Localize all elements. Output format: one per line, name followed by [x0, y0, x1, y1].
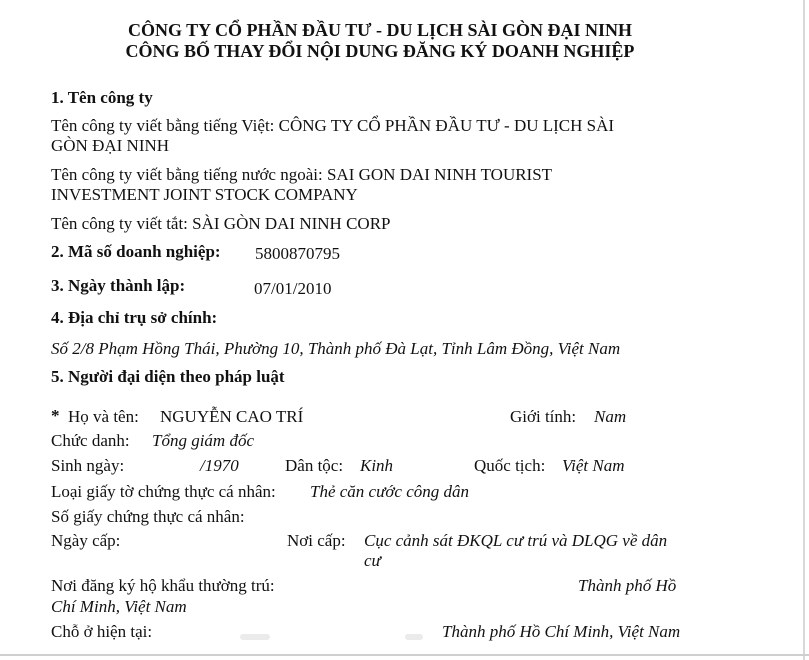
foreign-name-line2: INVESTMENT JOINT STOCK COMPANY — [51, 185, 358, 204]
residence-label: Nơi đăng ký hộ khẩu thường trú: — [51, 576, 275, 595]
ethnic-value: Kinh — [360, 456, 394, 475]
page-edge-bottom — [0, 654, 809, 656]
gender-value: Nam — [594, 407, 627, 426]
page-edge-right — [803, 0, 805, 660]
required-star: * — [51, 406, 60, 425]
head-office-address: Số 2/8 Phạm Hồng Thái, Phường 10, Thành phố Đà Lạt, Tỉnh Lâm Đồng, Việt Nam — [51, 339, 621, 358]
position-label: Chức danh: — [51, 431, 130, 450]
redaction-mark — [405, 634, 423, 640]
section3-heading: 3. Ngày thành lập: — [51, 276, 186, 295]
vn-name-line2: GÒN ĐẠI NINH — [51, 136, 170, 155]
dob-label: Sinh ngày: — [51, 456, 125, 475]
issue-place-label: Nơi cấp: — [287, 531, 346, 550]
current-residence-value: Thành phố Hồ Chí Minh, Việt Nam — [442, 622, 681, 641]
dob-value: /1970 — [200, 456, 239, 475]
issue-place-line1: Cục cảnh sát ĐKQL cư trú và DLQG về dân — [364, 531, 668, 550]
section2-heading: 2. Mã số doanh nghiệp: — [51, 242, 221, 261]
gender-label: Giới tính: — [510, 407, 577, 426]
id-type-label: Loại giấy tờ chứng thực cá nhân: — [51, 482, 276, 501]
nationality-label: Quốc tịch: — [474, 456, 546, 475]
id-type-value: Thẻ căn cước công dân — [310, 482, 470, 501]
foreign-name-line1: Tên công ty viết bằng tiếng nước ngoài: SAI GON DAI NINH TOURIST — [51, 165, 553, 184]
section4-heading: 4. Địa chỉ trụ sở chính: — [51, 308, 218, 327]
short-name: Tên công ty viết tắt: SÀI GÒN DAI NINH CORP — [51, 214, 391, 233]
residence-value-line1: Thành phố Hồ — [578, 576, 677, 595]
current-residence-label: Chỗ ở hiện tại: — [51, 622, 153, 641]
founding-date: 07/01/2010 — [254, 279, 332, 298]
residence-value-line2: Chí Minh, Việt Nam — [51, 597, 187, 616]
ethnic-label: Dân tộc: — [285, 456, 344, 475]
redaction-mark — [240, 634, 270, 640]
name-label: Họ và tên: — [68, 407, 139, 426]
position-value: Tổng giám đốc — [152, 431, 254, 450]
section5-heading: 5. Người đại diện theo pháp luật — [51, 367, 285, 386]
document-title-line1: CÔNG TY CỔ PHẦN ĐẦU TƯ - DU LỊCH SÀI GÒN ĐẠI NINH — [127, 20, 633, 40]
nationality-value: Việt Nam — [562, 456, 625, 475]
id-number-label: Số giấy chứng thực cá nhân: — [51, 507, 245, 526]
enterprise-code: 5800870795 — [255, 244, 340, 263]
issue-place-line2: cư — [364, 551, 381, 570]
issue-date-label: Ngày cấp: — [51, 531, 121, 550]
document-title-line2: CÔNG BỐ THAY ĐỔI NỘI DUNG ĐĂNG KÝ DOANH NGHIỆP — [125, 41, 635, 61]
name-value: NGUYỄN CAO TRÍ — [160, 407, 304, 426]
vn-name-line1: Tên công ty viết bằng tiếng Việt: CÔNG TY CỔ PHẦN ĐẦU TƯ - DU LỊCH SÀI — [51, 116, 615, 135]
section1-heading: 1. Tên công ty — [51, 88, 153, 107]
